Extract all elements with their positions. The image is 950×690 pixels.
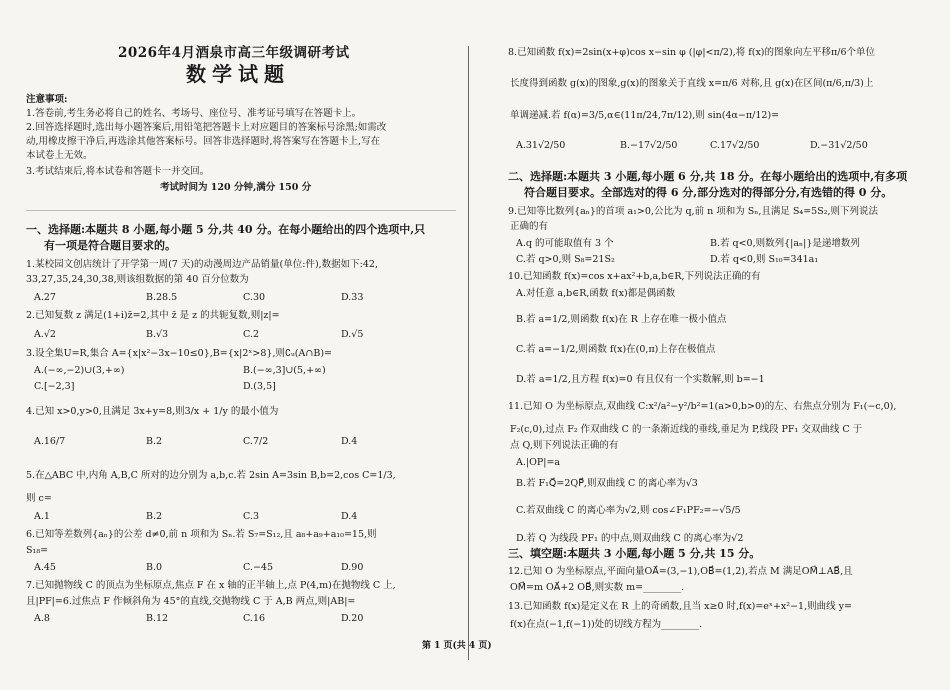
q3-option-c: C.[−2,3] bbox=[34, 381, 75, 392]
q7-option-d: D.20 bbox=[341, 613, 364, 624]
q6-option-d: D.90 bbox=[341, 562, 364, 573]
q10-option-c: C.若 a=−1/2,则函数 f(x)在(0,π)上存在极值点 bbox=[516, 344, 716, 355]
exam-duration: 考试时间为 120 分钟,满分 150 分 bbox=[160, 182, 312, 193]
question-5: 5.在△ABC 中,内角 A,B,C 所对的边分别为 a,b,c.若 2sin A=3sin B,b=2,cos C=1/3, bbox=[26, 470, 396, 481]
q4-option-a: A.16/7 bbox=[34, 436, 66, 447]
question-7-cont: 且|PF|=6.过焦点 F 作倾斜角为 45°的直线,交抛物线 C 于 A,B 两点,则|AB|= bbox=[26, 596, 356, 607]
q2-option-c: C.2 bbox=[243, 329, 259, 340]
question-7: 7.已知抛物线 C 的顶点为坐标原点,焦点 F 在 x 轴的正半轴上,点 P(4,m)在抛物线 C 上, bbox=[26, 580, 396, 591]
question-4: 4.已知 x>0,y>0,且满足 3x+y=8,则3/x + 1/y 的最小值为 bbox=[26, 406, 279, 417]
q1-option-a: A.27 bbox=[34, 292, 56, 303]
page-number: 第 1 页(共 4 页) bbox=[422, 641, 492, 651]
q9-option-b: B.若 q<0,则数列{|aₙ|}是递增数列 bbox=[710, 238, 860, 249]
question-10: 10.已知函数 f(x)=cos x+ax²+b,a,b∈R,下列说法正确的有 bbox=[508, 271, 761, 282]
q8-option-a: A.31√2/50 bbox=[516, 140, 566, 151]
column-divider bbox=[468, 46, 469, 660]
q9-option-a: A.q 的可能取值有 3 个 bbox=[516, 238, 614, 249]
q1-option-b: B.28.5 bbox=[146, 292, 178, 303]
note-line: 3.考试结束后,将本试卷和答题卡一并交回。 bbox=[26, 166, 210, 177]
note-line: 动,用橡皮擦干净后,再选涂其他答案标号。回答非选择题时,将答案写在答题卡上,写在 bbox=[26, 136, 381, 147]
question-11: 11.已知 O 为坐标原点,双曲线 C:x²/a²−y²/b²=1(a>0,b>0)的左、右焦点分别为 F₁(−c,0), bbox=[508, 401, 897, 412]
q3-option-b: B.(−∞,3]∪(5,+∞) bbox=[243, 365, 326, 376]
question-9-cont: 正确的有 bbox=[510, 221, 549, 232]
section-rule bbox=[26, 210, 456, 211]
section2-heading-cont: 符合题目要求。全部选对的得 6 分,部分选对的得部分分,有选错的得 0 分。 bbox=[524, 186, 893, 199]
q10-option-a: A.对任意 a,b∈R,函数 f(x)都是偶函数 bbox=[516, 288, 676, 299]
q1-option-c: C.30 bbox=[243, 292, 266, 303]
notes-heading: 注意事项: bbox=[26, 94, 68, 105]
question-11-cont: 点 Q,则下列说法正确的有 bbox=[510, 440, 619, 451]
q3-option-a: A.(−∞,−2)∪(3,+∞) bbox=[34, 365, 125, 376]
q1-option-d: D.33 bbox=[341, 292, 364, 303]
note-line: 1.答卷前,考生务必将自己的姓名、考场号、座位号、准考证号填写在答题卡上。 bbox=[26, 108, 362, 119]
question-8-cont: 单调递减.若 f(α)=3/5,α∈(11π/24,7π/12),则 sin(4α−π/12)= bbox=[510, 110, 780, 121]
subject-title: 数学试题 bbox=[186, 62, 290, 86]
section1-heading: 一、选择题:本题共 8 小题,每小题 5 分,共 40 分。在每小题给出的四个选项中,只 bbox=[26, 223, 426, 236]
question-2: 2.已知复数 z 满足(1+i)z̄=2,其中 z̄ 是 z 的共轭复数,则|z|= bbox=[26, 310, 280, 321]
question-6-cont: S₁₈= bbox=[26, 545, 49, 556]
q9-option-c: C.若 q>0,则 S₈=21S₂ bbox=[516, 254, 615, 265]
question-9: 9.已知等比数列{aₙ}的首项 a₁>0,公比为 q,前 n 项和为 Sₙ,且满足 S₄=5S₂,则下列说法 bbox=[508, 206, 879, 217]
section1-heading-cont: 有一项是符合题目要求的。 bbox=[44, 239, 176, 252]
question-3: 3.设全集U=R,集合 A={x|x²−3x−10≤0},B={x|2ˣ>8},则∁ᵤ(A∩B)= bbox=[26, 348, 332, 359]
question-11-cont: F₂(c,0),过点 F₂ 作双曲线 C 的一条渐近线的垂线,垂足为 P,线段 PF₁ 交双曲线 C 于 bbox=[510, 424, 863, 435]
q7-option-b: B.12 bbox=[146, 613, 169, 624]
q5-option-d: D.4 bbox=[341, 511, 358, 522]
q6-option-c: C.−45 bbox=[243, 562, 273, 573]
note-line: 2.回答选择题时,选出每小题答案后,用铅笔把答题卡上对应题目的答案标号涂黑;如需改 bbox=[26, 122, 387, 133]
q4-option-d: D.4 bbox=[341, 436, 358, 447]
q10-option-b: B.若 a=1/2,则函数 f(x)在 R 上存在唯一极小值点 bbox=[516, 314, 727, 325]
question-12: 12.已知 O 为坐标原点,平面向量OA⃗=(3,−1),OB⃗=(1,2),若点 M 满足OM⃗⊥AB⃗,且 bbox=[508, 566, 853, 577]
q8-option-b: B.−17√2/50 bbox=[620, 140, 678, 151]
question-5-cont: 则 c= bbox=[26, 493, 52, 504]
q10-option-d: D.若 a=1/2,且方程 f(x)=0 有且仅有一个实数解,则 b=−1 bbox=[516, 374, 765, 385]
section3-heading: 三、填空题:本题共 3 小题,每小题 5 分,共 15 分。 bbox=[508, 547, 761, 560]
q8-option-d: D.−31√2/50 bbox=[810, 140, 868, 151]
q6-option-a: A.45 bbox=[34, 562, 56, 573]
right-column bbox=[470, 0, 950, 690]
question-8-cont: 长度得到函数 g(x)的图象,g(x)的图象关于直线 x=π/6 对称,且 g(x)在区间(π/6,π/3)上 bbox=[510, 78, 874, 89]
q6-option-b: B.0 bbox=[146, 562, 163, 573]
q7-option-a: A.8 bbox=[34, 613, 50, 624]
q5-option-b: B.2 bbox=[146, 511, 163, 522]
q3-option-d: D.(3,5] bbox=[243, 381, 276, 392]
q11-option-c: C.若双曲线 C 的离心率为√2,则 cos∠F₁PF₂=−√5/5 bbox=[516, 505, 741, 516]
question-12-cont: OM⃗=m OA⃗+2 OB⃗,则实数 m=________. bbox=[510, 582, 685, 593]
question-13-cont: f(x)在点(−1,f(−1))处的切线方程为________. bbox=[510, 619, 703, 630]
q11-option-d: D.若 Q 为线段 PF₁ 的中点,则双曲线 C 的离心率为√2 bbox=[516, 533, 744, 544]
q2-option-d: D.√5 bbox=[341, 329, 364, 340]
note-line: 本试卷上无效。 bbox=[26, 150, 93, 161]
section2-heading: 二、选择题:本题共 3 小题,每小题 6 分,共 18 分。在每小题给出的选项中,有多项 bbox=[508, 170, 908, 183]
q2-option-b: B.√3 bbox=[146, 329, 169, 340]
question-8: 8.已知函数 f(x)=2sin(x+φ)cos x−sin φ (|φ|<π/2),将 f(x)的图象向左平移π/6个单位 bbox=[508, 47, 875, 58]
q8-option-c: C.17√2/50 bbox=[710, 140, 760, 151]
exam-title: 2026年4月酒泉市高三年级调研考试 bbox=[118, 45, 350, 61]
q4-option-c: C.7/2 bbox=[243, 436, 269, 447]
question-1-cont: 33,27,35,24,30,38,则该组数据的第 40 百分位数为 bbox=[26, 274, 249, 285]
question-13: 13.已知函数 f(x)是定义在 R 上的奇函数,且当 x≥0 时,f(x)=eˣ+x²−1,则曲线 y= bbox=[508, 601, 852, 612]
q4-option-b: B.2 bbox=[146, 436, 163, 447]
question-1: 1.某校园文创店统计了开学第一周(7 天)的动漫周边产品销量(单位:件),数据如下:42, bbox=[26, 259, 378, 270]
q9-option-d: D.若 q<0,则 S₁₀=341a₁ bbox=[710, 254, 819, 265]
q5-option-a: A.1 bbox=[34, 511, 50, 522]
question-6: 6.已知等差数列{aₙ}的公差 d≠0,前 n 项和为 Sₙ.若 S₇=S₁₂,且 a₈+a₉+a₁₀=15,则 bbox=[26, 529, 377, 540]
q5-option-c: C.3 bbox=[243, 511, 259, 522]
q2-option-a: A.√2 bbox=[34, 329, 56, 340]
q11-option-b: B.若 F₁Q⃗=2QP⃗,则双曲线 C 的离心率为√3 bbox=[516, 478, 698, 489]
q7-option-c: C.16 bbox=[243, 613, 266, 624]
q11-option-a: A.|OP|=a bbox=[516, 457, 561, 468]
